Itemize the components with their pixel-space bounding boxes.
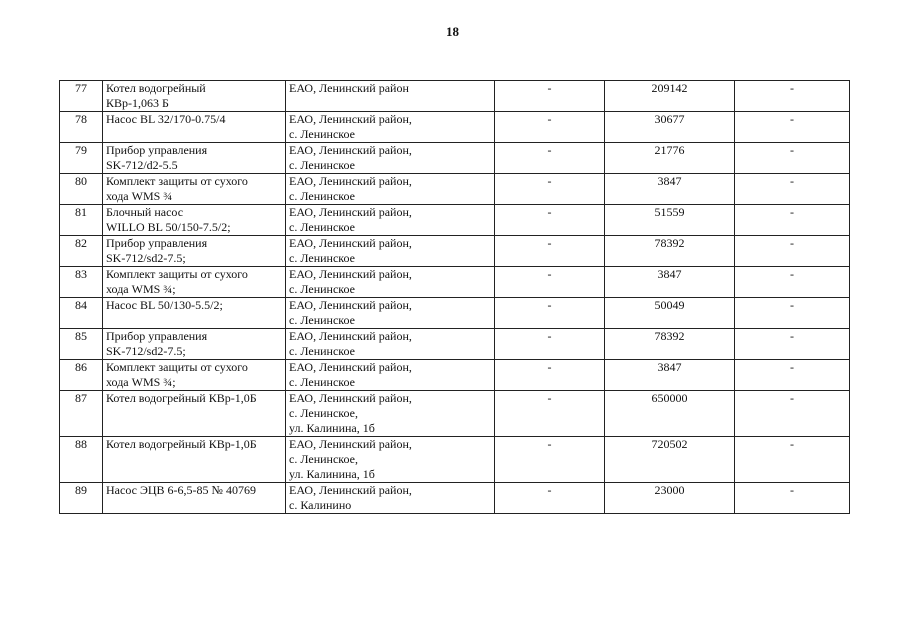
col6-value: -: [735, 205, 850, 236]
col6-value: -: [735, 143, 850, 174]
col6-value: -: [735, 329, 850, 360]
item-address-line: ЕАО, Ленинский район,: [289, 483, 412, 497]
value-cell: 209142: [605, 81, 735, 112]
item-name-line: Прибор управления: [106, 236, 208, 250]
row-number: 79: [60, 143, 103, 174]
row-number: 84: [60, 298, 103, 329]
table-row: [60, 437, 850, 483]
value-cell: 3847: [605, 174, 735, 205]
item-address-line: с. Ленинское: [289, 158, 355, 172]
table-body: [60, 81, 850, 514]
col4-value: -: [495, 360, 605, 391]
item-name: [103, 236, 286, 267]
col4-value: -: [495, 143, 605, 174]
item-address: [286, 81, 495, 112]
item-name-line: Насос BL 32/170-0.75/4: [106, 112, 226, 126]
value-cell: 3847: [605, 360, 735, 391]
asset-registry-table: [59, 80, 850, 514]
item-address: [286, 483, 495, 514]
value-cell: 23000: [605, 483, 735, 514]
value-cell: 51559: [605, 205, 735, 236]
item-address-line: с. Ленинское: [289, 282, 355, 296]
item-name-line: Котел водогрейный КВр-1,0Б: [106, 437, 257, 451]
item-address-line: ул. Калинина, 1б: [289, 421, 375, 435]
item-address-line: ЕАО, Ленинский район,: [289, 112, 412, 126]
item-name: [103, 205, 286, 236]
table-row: [60, 329, 850, 360]
item-name-line: SK-712/d2-5.5: [106, 158, 178, 172]
item-name-line: Насос ЭЦВ 6-6,5-85 № 40769: [106, 483, 256, 497]
value-cell: 30677: [605, 112, 735, 143]
item-address: [286, 298, 495, 329]
row-number: 85: [60, 329, 103, 360]
col4-value: -: [495, 174, 605, 205]
item-name: [103, 81, 286, 112]
table-row: [60, 267, 850, 298]
item-address-line: ЕАО, Ленинский район,: [289, 329, 412, 343]
item-address: [286, 205, 495, 236]
row-number: 78: [60, 112, 103, 143]
item-name: [103, 298, 286, 329]
item-name: [103, 391, 286, 437]
item-name: [103, 360, 286, 391]
col4-value: -: [495, 236, 605, 267]
row-number: 77: [60, 81, 103, 112]
item-address-line: ЕАО, Ленинский район,: [289, 391, 412, 405]
value-cell: 21776: [605, 143, 735, 174]
item-address-line: ЕАО, Ленинский район,: [289, 437, 412, 451]
col6-value: -: [735, 360, 850, 391]
table-row: [60, 205, 850, 236]
item-name-line: Блочный насос: [106, 205, 184, 219]
col4-value: -: [495, 329, 605, 360]
col4-value: -: [495, 298, 605, 329]
row-number: 89: [60, 483, 103, 514]
table-row: [60, 391, 850, 437]
item-name-line: SK-712/sd2-7.5;: [106, 251, 186, 265]
page-number: 18: [446, 24, 459, 39]
item-address: [286, 236, 495, 267]
col4-value: -: [495, 391, 605, 437]
value-cell: 3847: [605, 267, 735, 298]
item-name: [103, 112, 286, 143]
table-row: [60, 298, 850, 329]
item-address-line: ЕАО, Ленинский район,: [289, 143, 412, 157]
item-address-line: ул. Калинина, 1б: [289, 467, 375, 481]
item-address: [286, 112, 495, 143]
item-address: [286, 174, 495, 205]
item-address-line: с. Ленинское: [289, 251, 355, 265]
table-row: [60, 81, 850, 112]
item-address-line: с. Ленинское: [289, 344, 355, 358]
item-address: [286, 360, 495, 391]
col4-value: -: [495, 483, 605, 514]
item-address-line: ЕАО, Ленинский район,: [289, 236, 412, 250]
item-address: [286, 437, 495, 483]
col4-value: -: [495, 205, 605, 236]
item-name-line: Комплект защиты от сухого: [106, 360, 248, 374]
col4-value: -: [495, 267, 605, 298]
row-number: 86: [60, 360, 103, 391]
item-name-line: хода WMS ¾;: [106, 375, 176, 389]
item-address-line: с. Ленинское: [289, 220, 355, 234]
item-name-line: хода WMS ¾;: [106, 282, 176, 296]
item-address-line: с. Ленинское: [289, 375, 355, 389]
row-number: 83: [60, 267, 103, 298]
item-address: [286, 267, 495, 298]
item-name: [103, 174, 286, 205]
item-name-line: хода WMS ¾: [106, 189, 173, 203]
item-address-line: ЕАО, Ленинский район: [289, 81, 409, 95]
item-name: [103, 143, 286, 174]
item-address: [286, 391, 495, 437]
col6-value: -: [735, 236, 850, 267]
table-row: [60, 236, 850, 267]
row-number: 88: [60, 437, 103, 483]
item-name-line: SK-712/sd2-7.5;: [106, 344, 186, 358]
item-name-line: Комплект защиты от сухого: [106, 174, 248, 188]
col6-value: -: [735, 483, 850, 514]
col6-value: -: [735, 174, 850, 205]
col6-value: -: [735, 81, 850, 112]
col4-value: -: [495, 437, 605, 483]
value-cell: 650000: [605, 391, 735, 437]
item-name: [103, 437, 286, 483]
col6-value: -: [735, 267, 850, 298]
row-number: 82: [60, 236, 103, 267]
item-name-line: Комплект защиты от сухого: [106, 267, 248, 281]
item-name-line: Насос BL 50/130-5.5/2;: [106, 298, 223, 312]
item-address-line: с. Ленинское,: [289, 406, 358, 420]
table-row: [60, 112, 850, 143]
col6-value: -: [735, 112, 850, 143]
item-address-line: ЕАО, Ленинский район,: [289, 205, 412, 219]
row-number: 80: [60, 174, 103, 205]
col6-value: -: [735, 298, 850, 329]
item-address-line: с. Ленинское: [289, 127, 355, 141]
table-row: [60, 174, 850, 205]
col4-value: -: [495, 81, 605, 112]
value-cell: 50049: [605, 298, 735, 329]
item-address-line: ЕАО, Ленинский район,: [289, 174, 412, 188]
item-name: [103, 483, 286, 514]
item-name-line: Прибор управления: [106, 143, 208, 157]
item-address-line: ЕАО, Ленинский район,: [289, 360, 412, 374]
table-row: [60, 360, 850, 391]
item-address: [286, 143, 495, 174]
row-number: 87: [60, 391, 103, 437]
item-address-line: с. Ленинское,: [289, 452, 358, 466]
col4-value: -: [495, 112, 605, 143]
item-address: [286, 329, 495, 360]
value-cell: 78392: [605, 329, 735, 360]
table-row: [60, 483, 850, 514]
item-name-line: Котел водогрейный КВр-1,0Б: [106, 391, 257, 405]
table-row: [60, 143, 850, 174]
item-address-line: с. Ленинское: [289, 313, 355, 327]
item-address-line: с. Ленинское: [289, 189, 355, 203]
item-name-line: WILLO BL 50/150-7.5/2;: [106, 220, 231, 234]
item-address-line: ЕАО, Ленинский район,: [289, 267, 412, 281]
item-name: [103, 329, 286, 360]
col6-value: -: [735, 391, 850, 437]
item-address-line: ЕАО, Ленинский район,: [289, 298, 412, 312]
col6-value: -: [735, 437, 850, 483]
item-name-line: Прибор управления: [106, 329, 208, 343]
value-cell: 720502: [605, 437, 735, 483]
item-name: [103, 267, 286, 298]
item-name-line: Котел водогрейный: [106, 81, 206, 95]
item-name-line: КВр-1,063 Б: [106, 96, 169, 110]
item-address-line: с. Калинино: [289, 498, 352, 512]
row-number: 81: [60, 205, 103, 236]
value-cell: 78392: [605, 236, 735, 267]
